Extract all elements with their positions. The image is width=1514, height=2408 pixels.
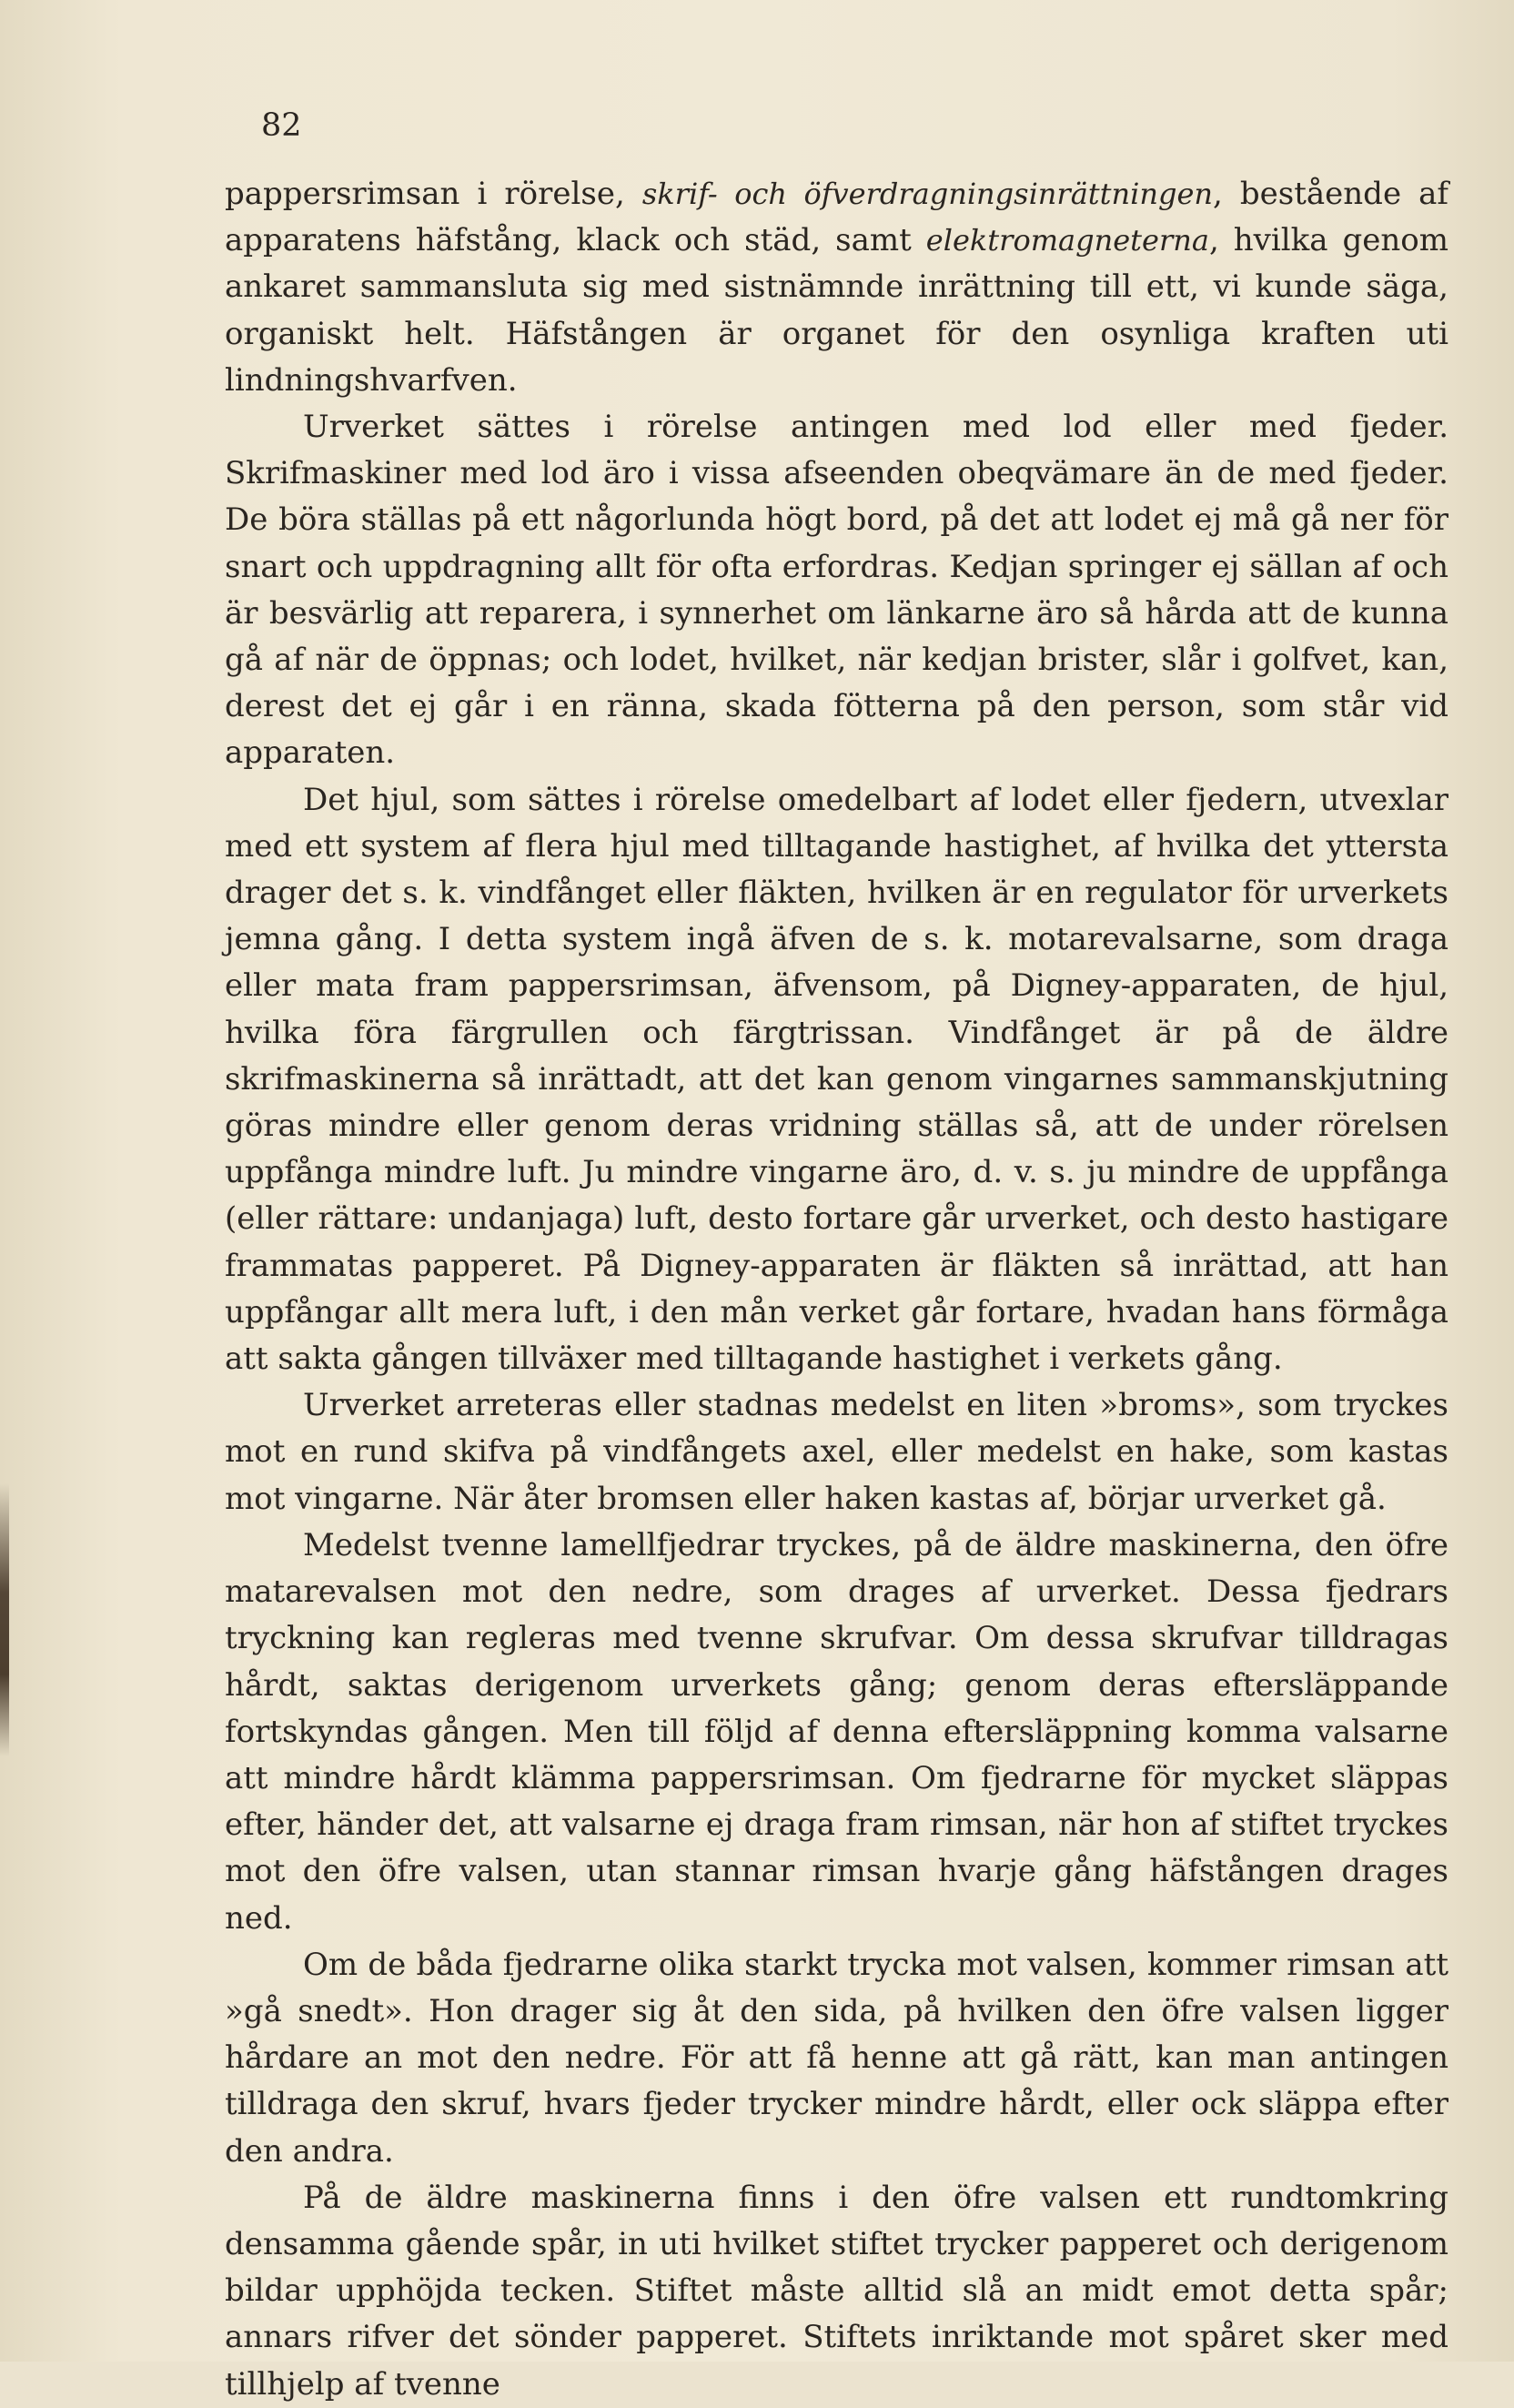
paragraph-2: Urverket sättes i rörelse antingen med lod eller med fjeder. Skrifmaskiner med lod äro i vissa afseenden obeqvämare än de med fjeder. De böra ställas på ett någorlunda högt bord, på det att lodet ej må gå ner för snart och uppdragning allt för ofta erfordras. Kedjan springer ej sällan af och är besvärlig att reparera, i synnerhet om länkarne äro så hårda att de kunna gå af när de öppnas; och lodet, hvilket, när kedjan brister, slår i golfvet, kan, derest det ej går i en ränna, skada fötterna på den person, som står vid apparaten. <box>225 409 1448 772</box>
page-number: 82 <box>261 107 302 144</box>
paragraph-6: Om de båda fjedrarne olika starkt trycka mot valsen, kommer rimsan att »gå snedt». Hon drager sig åt den sida, på hvilken den öfre valsen ligger hårdare an mot den nedre. För att få henne att gå rätt, kan man antingen tilldraga den skruf, hvars fjeder trycker mindre hårdt, eller ock släppa efter den andra. <box>225 1946 1448 2170</box>
paragraph-1-middle: , bestående af apparatens häfstång, klack och städ, samt <box>225 176 1449 259</box>
paragraph-5: Medelst tvenne lamellfjedrar tryckes, på de äldre maskinerna, den öfre matarevalsen mot den nedre, som drages af urverket. Dessa fjedrars tryckning kan regleras med tvenne skrufvar. Om dessa skrufvar tilldragas hårdt, saktas derigenom urverkets gång; genom deras eftersläppande fortskyndas gången. Men till följd af denna eftersläppning komma valsarne att mindre hårdt klämma pappersrimsan. Om fjedrarne för mycket släppas efter, händer det, att valsarne ej draga fram rimsan, när hon af stiftet tryckes mot den öfre valsen, utan stannar rimsan hvarje gång häfstången drages ned. <box>225 1526 1448 1937</box>
emphasis-electromagnets: elektromagneterna <box>925 223 1209 258</box>
emphasis-writing-mechanism: skrif- och öfverdragningsinrättningen <box>641 177 1213 211</box>
paragraph-1 <box>225 171 1448 404</box>
paragraph-1-end: , hvilka genom ankaret sammansluta sig med sistnämnde inrättning till ett, vi kunde säga, organiskt helt. Häfstången är organet för den osynliga kraften uti lindningshvarfven. <box>225 222 1448 399</box>
paragraph-1-start: pappersrimsan i rörelse, <box>225 176 642 212</box>
paragraph-3: Det hjul, som sättes i rörelse omedelbart af lodet eller fjedern, utvexlar med ett system af flera hjul med tilltagande hastighet, af hvilka det yttersta drager det s. k. vindfånget eller fläkten, hvilken är en regulator för urverkets jemna gång. I detta system ingå äfven de s. k. motarevalsarne, som draga eller mata fram pappersrimsan, äfvensom, på Digney-apparaten, de hjul, hvilka föra färgrullen och färgtrissan. Vindfånget är på de äldre skrifmaskinerna så inrättadt, att det kan genom vingarnes sammanskjutning göras mindre eller genom deras vridning ställas så, att de under rörelsen uppfånga mindre luft. Ju mindre vingarne äro, d. v. s. ju mindre de uppfånga (eller rättare: undanjaga) luft, desto fortare går urverket, och desto hastigare frammatas papperet. På Digney-apparaten är fläkten så inrättad, att han uppfångar allt mera luft, i den mån verket går fortare, hvadan hans förmåga att sakta gången tillväxer med tilltagande hastighet i verkets gång. <box>225 781 1448 1378</box>
paragraph-4: Urverket arreteras eller stadnas medelst en liten »broms», som tryckes mot en rund skifva på vindfångets axel, eller medelst en hake, som kastas mot vingarne. När åter bromsen eller haken kastas af, börjar urverket gå. <box>225 1387 1448 1517</box>
paragraph-7: På de äldre maskinerna finns i den öfre valsen ett rundtomkring densamma gående spår, in uti hvilket stiftet trycker papperet och derigenom bildar upphöjda tecken. Stiftet måste alltid slå an midt emot detta spår; annars rifver det sönder papperet. Stiftets inriktande mot spåret sker med tillhjelp af tvenne <box>225 2179 1448 2403</box>
body-text <box>225 171 1448 2408</box>
binding-shadow <box>0 1483 9 1756</box>
